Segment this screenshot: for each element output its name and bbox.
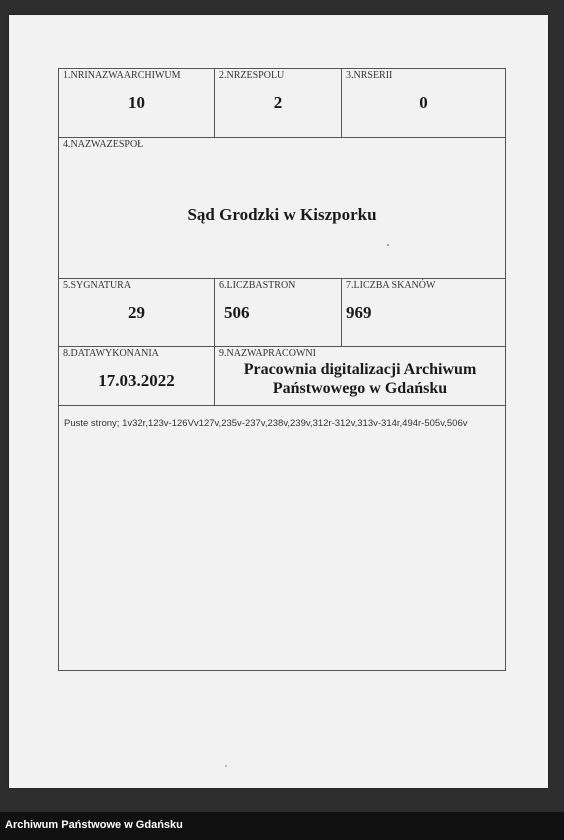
date-value: 17.03.2022 xyxy=(98,371,175,390)
metadata-form xyxy=(58,68,506,671)
date-label: 8.DATAWYKONANIA xyxy=(63,348,159,359)
archive-number-value: 10 xyxy=(128,93,145,112)
workshop-label: 9.NAZWAPRACOWNI xyxy=(219,348,316,359)
archive-footer xyxy=(0,812,564,840)
archive-number-label: 1.NRINAZWAARCHIWUM xyxy=(63,70,181,81)
speck xyxy=(225,765,227,767)
archive-name: Archiwum Państwowe w Gdańsku xyxy=(5,819,183,831)
fonds-name-cell xyxy=(59,138,505,278)
form-row-notes xyxy=(59,405,505,670)
fonds-name-label: 4.NAZWAZESPOŁ xyxy=(63,139,144,150)
archive-number-cell xyxy=(59,69,214,137)
series-number-value: 0 xyxy=(419,93,428,112)
series-number-cell xyxy=(341,69,505,137)
empty-pages-note: Puste strony; 1v32r,123v-126Vv127v,235v-237v,238v,239v,312r-312v,313v-314r,494r-505v,506v xyxy=(64,418,468,429)
pages-value: 506 xyxy=(224,303,250,322)
fonds-number-label: 2.NRZESPOLU xyxy=(219,70,285,81)
workshop-line-1: Pracownia digitalizacji Archiwum xyxy=(243,361,477,378)
signature-label: 5.SYGNATURA xyxy=(63,280,132,291)
notes-cell xyxy=(59,406,505,670)
form-row-archive xyxy=(59,69,505,137)
document-sheet xyxy=(9,15,548,788)
date-cell xyxy=(59,347,214,405)
pages-cell xyxy=(214,279,341,346)
form-row-counts xyxy=(59,278,505,346)
signature-cell xyxy=(59,279,214,346)
fonds-name-value: Sąd Grodzki w Kiszporku xyxy=(187,205,377,224)
speck xyxy=(387,244,389,246)
signature-value: 29 xyxy=(128,303,145,322)
form-row-fonds-name xyxy=(59,137,505,278)
fonds-number-cell xyxy=(214,69,341,137)
pages-label: 6.LICZBASTRON xyxy=(219,280,296,291)
scans-label: 7.LICZBA SKANÓW xyxy=(346,280,436,291)
form-row-execution xyxy=(59,346,505,405)
workshop-line-2: Państwowego w Gdańsku xyxy=(272,380,448,397)
workshop-cell xyxy=(214,347,505,405)
scans-cell xyxy=(341,279,505,346)
series-number-label: 3.NRSERII xyxy=(346,70,393,81)
scans-value: 969 xyxy=(346,303,372,322)
fonds-number-value: 2 xyxy=(273,93,283,112)
